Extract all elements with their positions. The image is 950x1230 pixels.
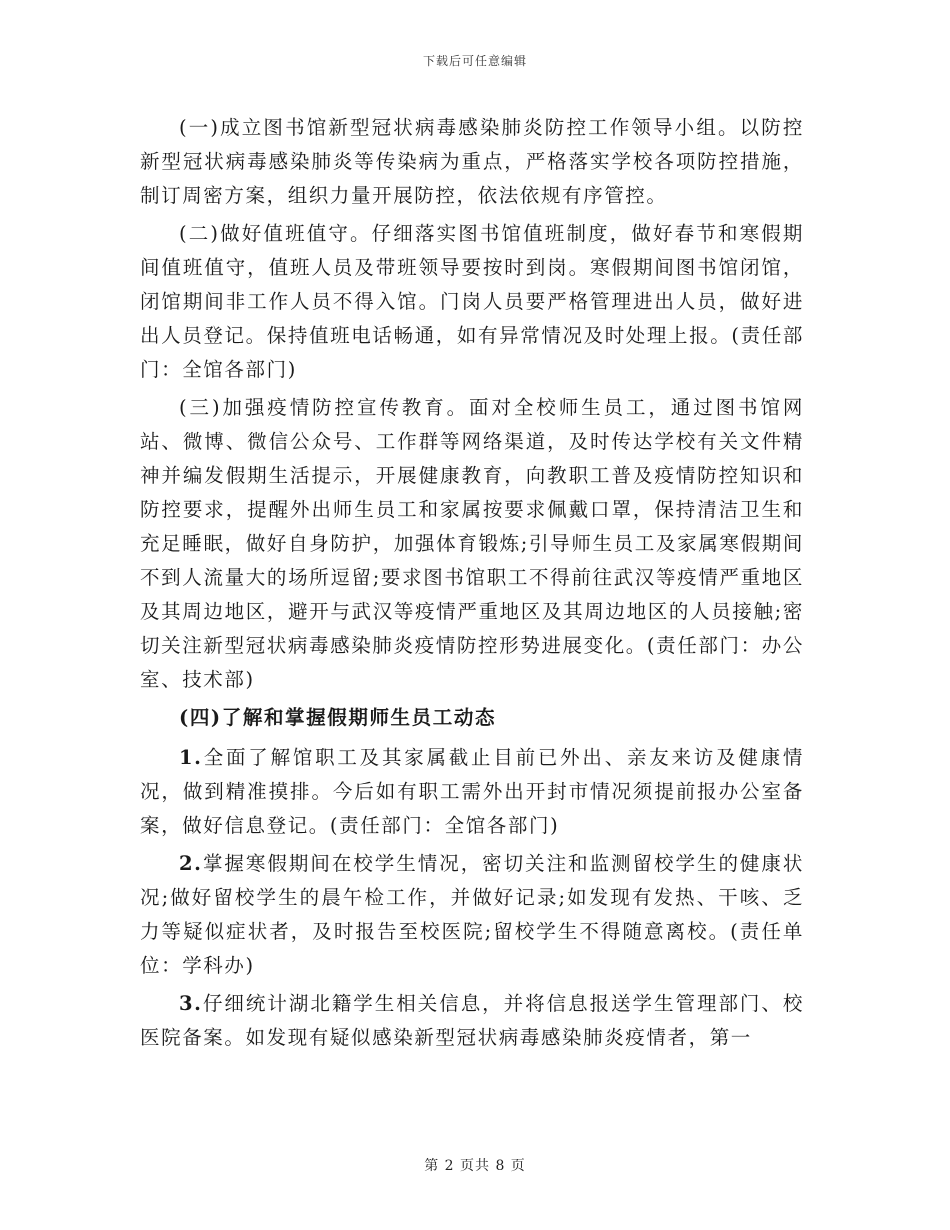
page-footer: 第 2 页共 8 页	[424, 1158, 526, 1174]
section-heading: (四)了解和掌握假期师生员工动态	[179, 706, 497, 729]
paragraph-1: (一)成立图书馆新型冠状病毒感染肺炎防控工作领导小组。以防控新型冠状病毒感染肺炎等传染病为重点，严格落实学校各项防控措施，制订周密方案，组织力量开展防控，依法依规有序管控。	[140, 116, 804, 207]
list-number: 2.	[179, 852, 203, 875]
paragraph-3: (三)加强疫情防控宣传教育。面对全校师生员工，通过图书馆网站、微博、微信公众号、工作群等网络渠道，及时传达学校有关文件精神并编发假期生活提示，开展健康教育，向教职工普及疫情防控知识和防控要求，提醒外出师生员工和家属按要求佩戴口罩，保持清洁卫生和充足睡眠，做好自身防护，加强体育锻炼;引导师生员工及家属寒假期间不到人流量大的场所逗留;要求图书馆职工不得前往武汉等疫情严重地区及其周边地区，避开与武汉等疫情严重地区及其周边地区的人员接触;密切关注新型冠状病毒感染肺炎疫情防控形势进展变化。(责任部门：办公室、技术部)	[140, 396, 804, 691]
list-item-2	[140, 847, 804, 983]
list-item-text: 掌握寒假期间在校学生情况，密切关注和监测留校学生的健康状况;做好留校学生的晨午检工作，并做好记录;如发现有发热、干咳、乏力等疑似症状者，及时报告至校医院;留校学生不得随意离校。(责任单位：学科办)	[140, 852, 804, 977]
list-item-text: 仔细统计湖北籍学生相关信息，并将信息报送学生管理部门、校医院备案。如发现有疑似感染新型冠状病毒感染肺炎疫情者，第一	[140, 992, 804, 1049]
list-number: 3.	[179, 992, 203, 1015]
list-item-1	[140, 741, 804, 843]
list-number: 1.	[179, 746, 203, 769]
paragraph-2: (二)做好值班值守。仔细落实图书馆值班制度，做好春节和寒假期间值班值守，值班人员及带班领导要按时到岗。寒假期间图书馆闭馆，闭馆期间非工作人员不得入馆。门岗人员要严格管理进出人员，做好进出人员登记。保持值班电话畅通，如有异常情况及时处理上报。(责任部门：全馆各部门)	[140, 222, 804, 381]
list-item-3	[140, 987, 804, 1055]
list-item-text: 全面了解馆职工及其家属截止目前已外出、亲友来访及健康情况，做到精准摸排。今后如有职工需外出开封市情况须提前报办公室备案，做好信息登记。(责任部门：全馆各部门)	[140, 746, 804, 837]
page-header: 下载后可任意编辑	[422, 54, 527, 68]
document-body	[140, 111, 804, 1059]
